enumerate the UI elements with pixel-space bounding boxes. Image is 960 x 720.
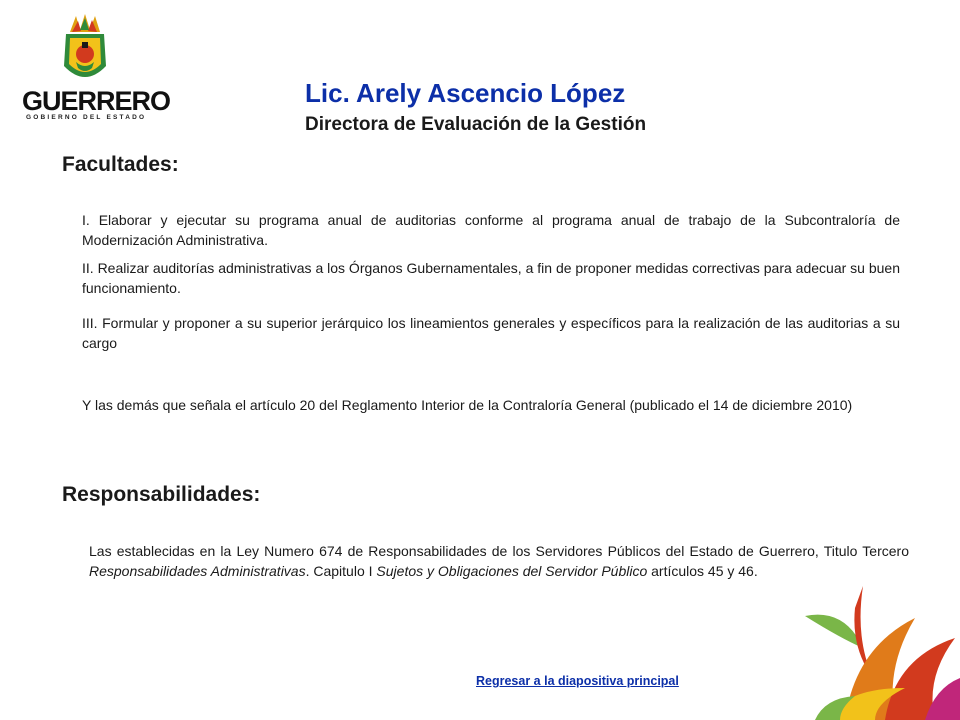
- page-title: Lic. Arely Ascencio López: [305, 78, 626, 108]
- responsabilidades-text-part3: artículos 45 y 46.: [647, 563, 758, 579]
- responsabilidades-heading: Responsabilidades:: [62, 483, 261, 506]
- page-subtitle: Directora de Evaluación de la Gestión: [305, 114, 647, 135]
- responsabilidades-italic-2: Sujetos y Obligaciones del Servidor Público: [376, 563, 648, 579]
- facultad-item-3: III. Formular y proponer a su superior jerárquico los lineamientos generales y específicos para la realización de las auditorias a su cargo: [82, 315, 900, 351]
- logo-subtitle: GOBIERNO DEL ESTADO: [26, 114, 147, 121]
- decorative-bird-icon: [785, 578, 960, 720]
- facultad-item-1: I. Elaborar y ejecutar su programa anual de auditorias conforme al programa anual de trabajo de la Subcontraloría de Modernización Administrativa.: [82, 212, 900, 248]
- responsabilidades-text: [89, 541, 909, 581]
- responsabilidades-italic-1: Responsabilidades Administrativas: [89, 563, 306, 579]
- logo-wordmark: GUERRERO: [22, 86, 171, 116]
- facultad-item-2: II. Realizar auditorías administrativas a los Órganos Gubernamentales, a fin de proponer medidas correctivas para adecuar su buen funcionamiento.: [82, 260, 900, 296]
- back-to-main-slide-link[interactable]: Regresar a la diapositiva principal: [476, 674, 679, 688]
- responsabilidades-text-part1: Las establecidas en la Ley Numero 674 de Responsabilidades de los Servidores Públicos del Estado de Guerrero, Titulo Tercero: [89, 543, 909, 559]
- facultades-heading: Facultades:: [62, 153, 179, 176]
- facultades-note: Y las demás que señala el artículo 20 del Reglamento Interior de la Contraloría General (publicado el 14 de diciembre 2010): [82, 397, 853, 413]
- responsabilidades-text-part2: . Capitulo I: [305, 563, 377, 579]
